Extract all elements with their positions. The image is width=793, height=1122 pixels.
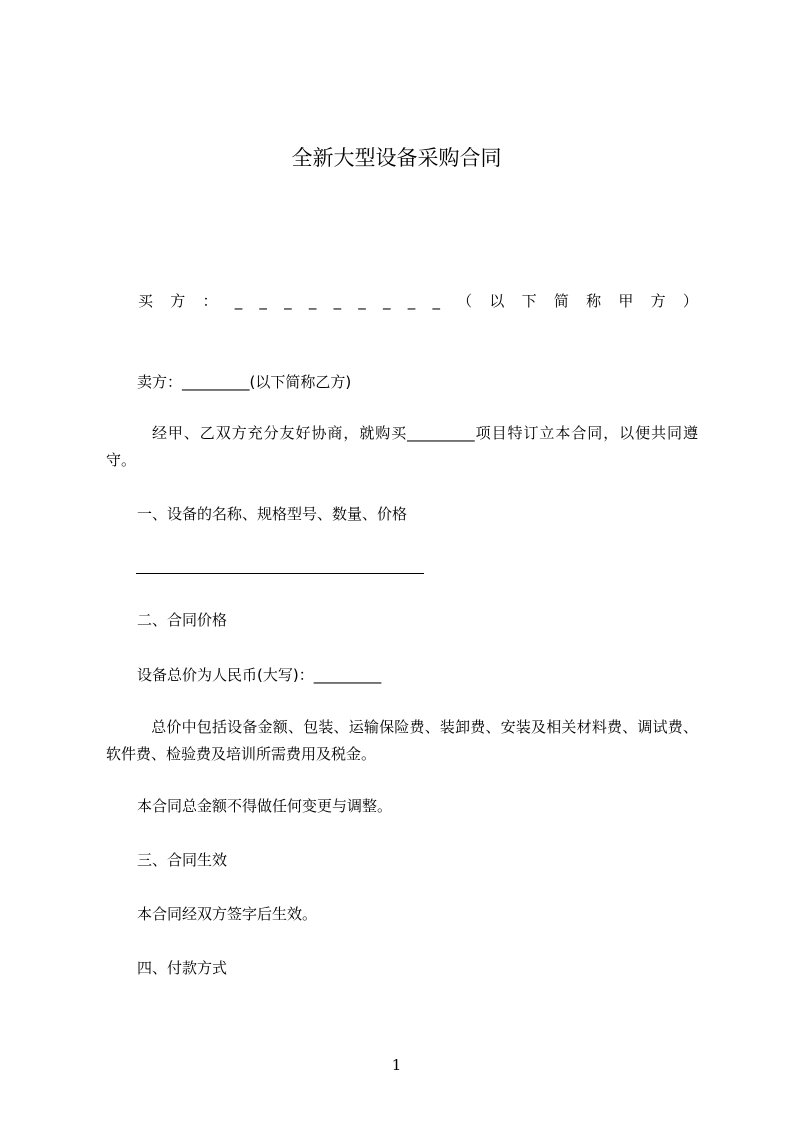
buyer-line-char: 简 (553, 292, 569, 310)
blank-fill-line (136, 573, 424, 574)
total-price-line: 设备总价为人民币(大写)：_________ (137, 666, 382, 684)
buyer-line-char: 方 (650, 292, 666, 310)
buyer-line-char: ： (202, 292, 218, 310)
buyer-line-char: ） (682, 292, 698, 310)
buyer-line-char: _ (259, 292, 267, 310)
no-change-line: 本合同总金额不得做任何变更与调整。 (137, 797, 393, 815)
buyer-line-char: 以 (489, 292, 505, 310)
buyer-line-char: _ (308, 292, 317, 310)
effective-line: 本合同经双方签字后生效。 (137, 905, 318, 923)
section-1-heading: 一、设备的名称、规格型号、数量、价格 (137, 505, 408, 523)
buyer-line-char: _ (407, 292, 416, 310)
seller-line: 卖方：_________(以下简称乙方) (137, 373, 352, 391)
price-includes-paragraph: 总价中包括设备金额、包装、运输保险费、装卸费、安装及相关材料费、调试费、软件费、检验费及培训所需费用及税金。 (106, 718, 698, 763)
buyer-line-char: 方 (170, 292, 186, 310)
buyer-line-char: 下 (521, 292, 537, 310)
buyer-line (138, 291, 698, 311)
section-4-heading: 四、付款方式 (137, 959, 228, 977)
buyer-line-char: _ (432, 292, 440, 310)
section-2-heading: 二、合同价格 (137, 611, 228, 629)
document-title: 全新大型设备采购合同 (291, 146, 502, 170)
buyer-line-char: 甲 (618, 292, 634, 310)
section-3-heading: 三、合同生效 (137, 851, 228, 869)
buyer-line-char: _ (284, 292, 292, 310)
buyer-line-char: 称 (586, 292, 602, 310)
buyer-line-char: _ (333, 292, 342, 310)
buyer-line-char: _ (234, 292, 243, 310)
buyer-line-char: （ (457, 292, 473, 310)
buyer-line-char: _ (358, 292, 366, 310)
page-number: 1 (391, 1056, 402, 1074)
buyer-line-char: 买 (138, 292, 154, 310)
buyer-line-char: _ (383, 292, 391, 310)
intro-paragraph: 经甲、乙双方充分友好协商，就购买_________项目特订立本合同，以便共同遵守。 (106, 424, 698, 469)
